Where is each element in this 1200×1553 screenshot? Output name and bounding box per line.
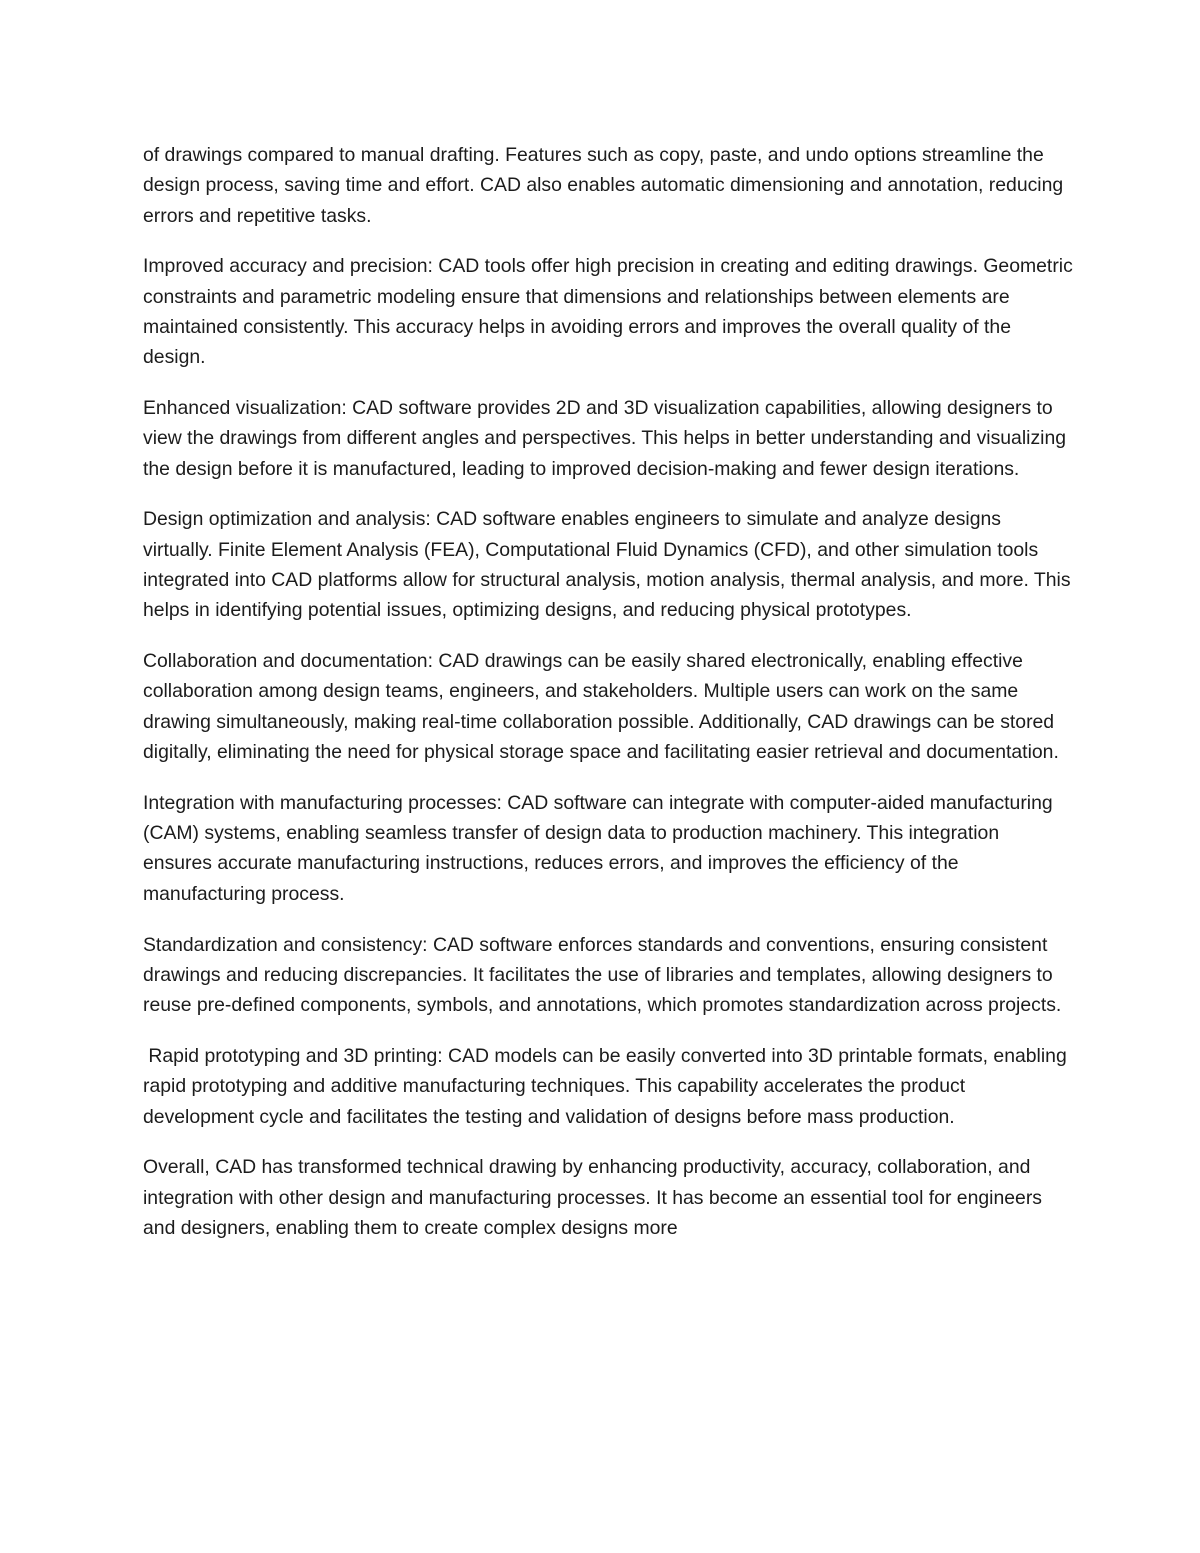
paragraph-design-optimization: Design optimization and analysis: CAD software enables engineers to simulate and analyze designs virtually. Finite Element Analysis (FEA), Computational Fluid Dynamics (CFD), and other simulation tools integrated into CAD platforms allow for structural analysis, motion analysis, thermal analysis, and more. This helps in identifying potential issues, optimizing designs, and reducing physical prototypes. xyxy=(143,508,1071,622)
paragraph-accuracy-precision: Improved accuracy and precision: CAD tools offer high precision in creating and editing drawings. Geometric constraints and parametric modeling ensure that dimensions and relationships between elements are maintained consistently. This accuracy helps in avoiding errors and improves the overall quality of the design. xyxy=(143,255,1073,369)
paragraph-collaboration-documentation: Collaboration and documentation: CAD drawings can be easily shared electronically, enabling effective collaboration among design teams, engineers, and stakeholders. Multiple users can work on the same drawing simultaneously, making real-time collaboration possible. Additionally, CAD drawings can be stored digitally, eliminating the need for physical storage space and facilitating easier retrieval and documentation. xyxy=(143,650,1059,764)
paragraph-overall-summary: Overall, CAD has transformed technical drawing by enhancing productivity, accuracy, collaboration, and integration with other design and manufacturing processes. It has become an essential tool for engineers and designers, enabling them to create complex designs more xyxy=(143,1156,1042,1239)
document-body xyxy=(143,140,1073,1264)
paragraph-manufacturing-integration: Integration with manufacturing processes: CAD software can integrate with computer-aided manufacturing (CAM) systems, enabling seamless transfer of design data to production machinery. This integration ensures accurate manufacturing instructions, reduces errors, and improves the efficiency of the manufacturing process. xyxy=(143,791,1053,905)
paragraph-rapid-prototyping: Rapid prototyping and 3D printing: CAD models can be easily converted into 3D printable formats, enabling rapid prototyping and additive manufacturing techniques. This capability accelerates the product development cycle and facilitates the testing and validation of designs before mass production. xyxy=(143,1044,1073,1128)
paragraph-enhanced-visualization: Enhanced visualization: CAD software provides 2D and 3D visualization capabilities, allowing designers to view the drawings from different angles and perspectives. This helps in better understanding and visualizing the design before it is manufactured, leading to improved decision-making and fewer design iterations. xyxy=(143,397,1067,480)
paragraph-standardization-consistency: Standardization and consistency: CAD software enforces standards and conventions, ensuring consistent drawings and reducing discrepancies. It facilitates the use of libraries and templates, allowing designers to reuse pre-defined components, symbols, and annotations, which promotes standardization across projects. xyxy=(143,933,1062,1017)
paragraph-productivity-continued: of drawings compared to manual drafting. Features such as copy, paste, and undo options streamline the design process, saving time and effort. CAD also enables automatic dimensioning and annotation, reducing errors and repetitive tasks. xyxy=(143,144,1064,227)
